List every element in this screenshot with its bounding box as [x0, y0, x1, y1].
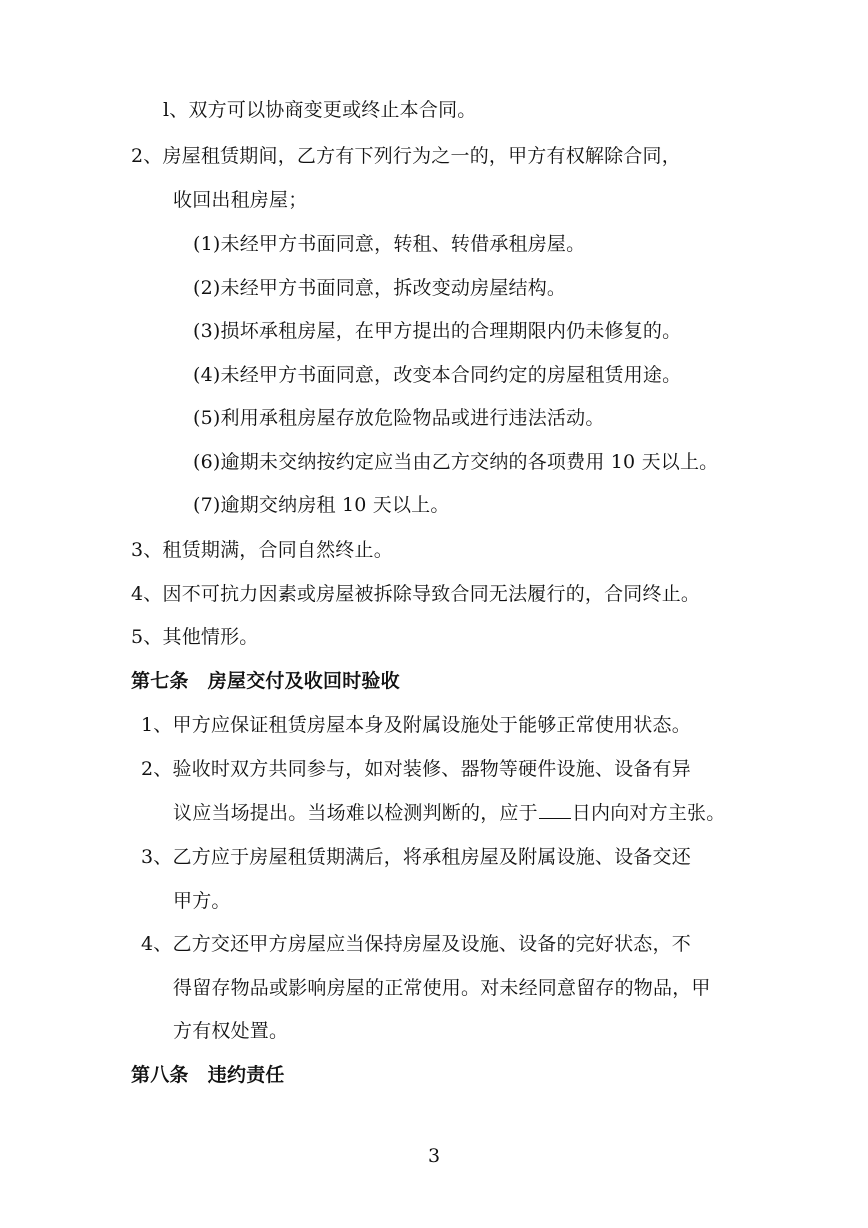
clause-6-item-4: 4、因不可抗力因素或房屋被拆除导致合同无法履行的，合同终止。 [131, 583, 701, 605]
clause-7-item-2-text-before-blank: 议应当场提出。当场难以检测判断的，应于 [173, 802, 538, 824]
clause-6-subitem-7: (7)逾期交纳房租 10 天以上。 [193, 494, 450, 516]
clause-6-subitem-2: (2)未经甲方书面同意，拆改变动房屋结构。 [193, 277, 567, 299]
clause-6-item-2: 2、房屋租赁期间，乙方有下列行为之一的，甲方有权解除合同， [131, 145, 681, 167]
clause-7-item-4: 4、乙方交还甲方房屋应当保持房屋及设施、设备的完好状态，不 [141, 933, 691, 955]
clause-7-item-4-continued-1: 得留存物品或影响房屋的正常使用。对未经同意留存的物品，甲 [173, 977, 711, 999]
clause-7-item-2-text-after-blank: 日内向对方主张。 [571, 802, 726, 824]
clause-7-item-3-continued: 甲方。 [173, 890, 231, 912]
section-heading-8: 第八条 违约责任 [131, 1064, 285, 1086]
clause-6-item-1: l、双方可以协商变更或终止本合同。 [163, 99, 477, 121]
clause-6-item-3: 3、租赁期满，合同自然终止。 [131, 539, 393, 561]
clause-6-item-2-continued: 收回出租房屋； [173, 189, 308, 211]
clause-6-subitem-4: (4)未经甲方书面同意，改变本合同约定的房屋租赁用途。 [193, 364, 682, 386]
clause-6-item-5: 5、其他情形。 [131, 626, 259, 648]
clause-7-item-1: 1、甲方应保证租赁房屋本身及附属设施处于能够正常使用状态。 [141, 714, 691, 736]
clause-6-subitem-6: (6)逾期未交纳按约定应当由乙方交纳的各项费用 10 天以上。 [193, 451, 719, 473]
clause-7-item-3: 3、乙方应于房屋租赁期满后，将承租房屋及附属设施、设备交还 [141, 846, 691, 868]
clause-7-item-4-continued-2: 方有权处置。 [173, 1020, 289, 1042]
clause-6-subitem-5: (5)利用承租房屋存放危险物品或进行违法活动。 [193, 407, 605, 429]
section-heading-7: 第七条 房屋交付及收回时验收 [131, 670, 400, 692]
page-number: 3 [427, 1145, 441, 1167]
clause-6-subitem-3: (3)损坏承租房屋，在甲方提出的合理期限内仍未修复的。 [193, 320, 682, 342]
clause-7-item-2: 2、验收时双方共同参与，如对装修、器物等硬件设施、设备有异 [141, 758, 691, 780]
fill-in-blank [539, 800, 571, 819]
clause-7-item-2-continued [173, 800, 725, 826]
clause-6-subitem-1: (1)未经甲方书面同意，转租、转借承租房屋。 [193, 233, 586, 255]
